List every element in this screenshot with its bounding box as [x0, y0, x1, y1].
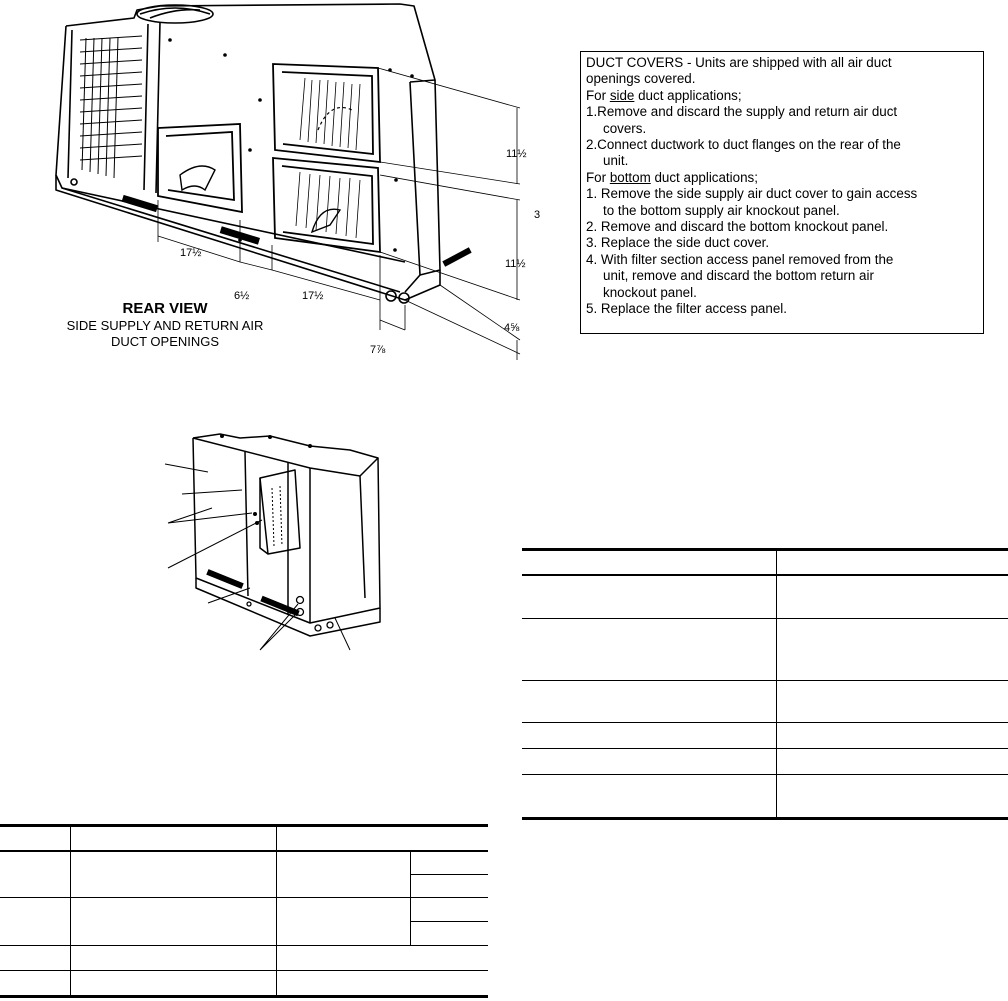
table-rule	[410, 874, 488, 875]
table-rule	[0, 897, 488, 898]
dim-supply-width: 17½	[180, 247, 202, 259]
table-rule	[0, 970, 488, 971]
table-divider	[776, 550, 777, 818]
bottom-word: bottom	[609, 169, 651, 185]
table-rule	[522, 548, 1008, 551]
table-rule	[522, 774, 1008, 775]
table-rule	[0, 995, 488, 998]
duct-covers-heading-line1: DUCT COVERS - Units are shipped with all air duct	[586, 55, 892, 70]
bottom-step: 2. Remove and discard the bottom knockout panel.	[586, 219, 889, 235]
table-rule	[410, 921, 488, 922]
table-divider	[276, 826, 277, 996]
table-rule	[522, 574, 1008, 576]
rear-view-subtitle-line2: DUCT OPENINGS	[110, 334, 220, 349]
side-step: 1.Remove and discard the supply and return air duct	[586, 104, 898, 120]
duct-covers-heading-line2: openings covered.	[586, 71, 696, 87]
table-rule	[522, 722, 1008, 723]
table-rule	[0, 824, 488, 827]
bottom-step-cont: to the bottom supply air knockout panel.	[603, 202, 840, 218]
dim-side-offset: 7⅞	[370, 344, 386, 356]
duct-covers-note	[580, 51, 984, 334]
bottom-step: 3. Replace the side duct cover.	[586, 235, 770, 251]
dim-base-height: 4⅝	[504, 322, 520, 334]
dim-center-gap: 6½	[234, 290, 250, 302]
rear-view-title: REAR VIEW	[122, 300, 208, 317]
table-rule	[0, 850, 488, 852]
bottom-step-cont: knockout panel.	[603, 284, 697, 300]
bottom-step: 4. With filter section access panel removed from the	[586, 251, 894, 267]
table-rule	[0, 945, 488, 946]
dim-lower-opening-height: 11½	[505, 258, 526, 270]
bottom-step: 5. Replace the filter access panel.	[586, 301, 787, 317]
dim-flange-gap: 3	[534, 209, 541, 221]
dim-upper-opening-height: 11½	[506, 148, 527, 160]
table-rule	[522, 618, 1008, 619]
table-rule	[522, 817, 1008, 820]
bottom-step: 1. Remove the side supply air duct cover to gain access	[586, 186, 918, 202]
side-word: side	[609, 87, 635, 103]
table-divider	[410, 851, 411, 945]
unit-component-drawing	[160, 428, 390, 658]
side-step-cont: unit.	[603, 153, 629, 169]
side-step: 2.Connect ductwork to duct flanges on the rear of the	[586, 137, 901, 153]
dim-return-width: 17½	[302, 290, 324, 302]
table-rule	[522, 748, 1008, 749]
rear-view-subtitle-line1: SIDE SUPPLY AND RETURN AIR	[66, 318, 264, 333]
table-rule	[522, 680, 1008, 681]
side-intro: For side duct applications;	[586, 87, 742, 103]
bottom-intro: For bottom duct applications;	[586, 169, 758, 185]
side-step-cont: covers.	[603, 120, 647, 136]
table-divider	[70, 826, 71, 996]
bottom-step-cont: unit, remove and discard the bottom return air	[603, 268, 874, 284]
